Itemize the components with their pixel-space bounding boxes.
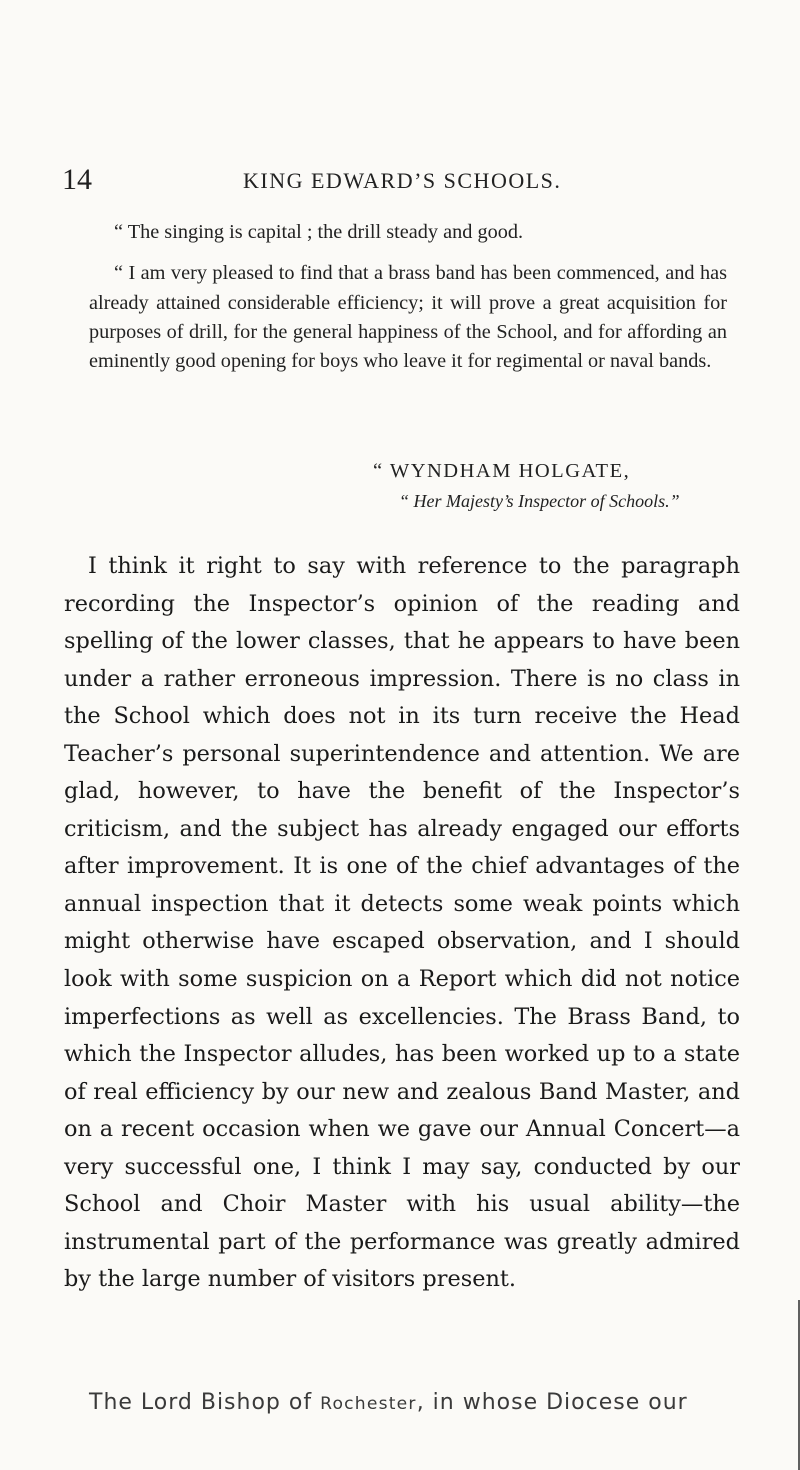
- continued-line-start: The Lord Bishop of: [89, 1390, 321, 1415]
- signature-name: “ WYNDHAM HOLGATE,: [373, 460, 631, 482]
- continued-line: [89, 1388, 740, 1419]
- running-head: KING EDWARD’S SCHOOLS.: [243, 168, 562, 193]
- body-text: [64, 548, 740, 1299]
- signature-title: “ Her Majesty’s Inspector of Schools.”: [399, 491, 680, 511]
- inspector-quote: [89, 218, 727, 376]
- body-paragraph: I think it right to say with reference to the paragraph recording the Inspector’s opinion of the reading and spelling of the lower classes, that he appears to have been under a rather erroneous impression. There is no class in the School which does not in its turn receive the Head Teacher’s personal superintendence and attention. We are glad, however, to have the benefit of the Inspector’s criticism, and the subject has already engaged our efforts after improvement. It is one of the chief advantages of the annual inspection that it detects some weak points which might otherwise have escaped observation, and I should look with some suspicion on a Report which did not notice imperfections as well as excellencies. The Brass Band, to which the Inspector alludes, has been worked up to a state of real efficiency by our new and zealous Band Master, and on a recent occasion when we gave our Annual Concert—a very successful one, I think I may say, conducted by our School and Choir Master with his usual ability—the instrumental part of the performance was greatly admired by the large number of visitors present.: [64, 553, 740, 1293]
- continued-line-smallcaps: Rochester: [320, 1394, 417, 1414]
- continued-line-end: , in whose Diocese our: [416, 1390, 688, 1415]
- quote-paragraph-1: “ The singing is capital ; the drill steady and good.: [114, 221, 524, 243]
- page-number: 14: [62, 163, 92, 196]
- quote-paragraph-2: “ I am very pleased to find that a brass band has been commenced, and has already attained considerable efficiency; it will prove a great acquisition for purposes of drill, for the general happiness of the School, and for affording an eminently good opening for boys who leave it for regimental or naval bands.: [89, 262, 727, 373]
